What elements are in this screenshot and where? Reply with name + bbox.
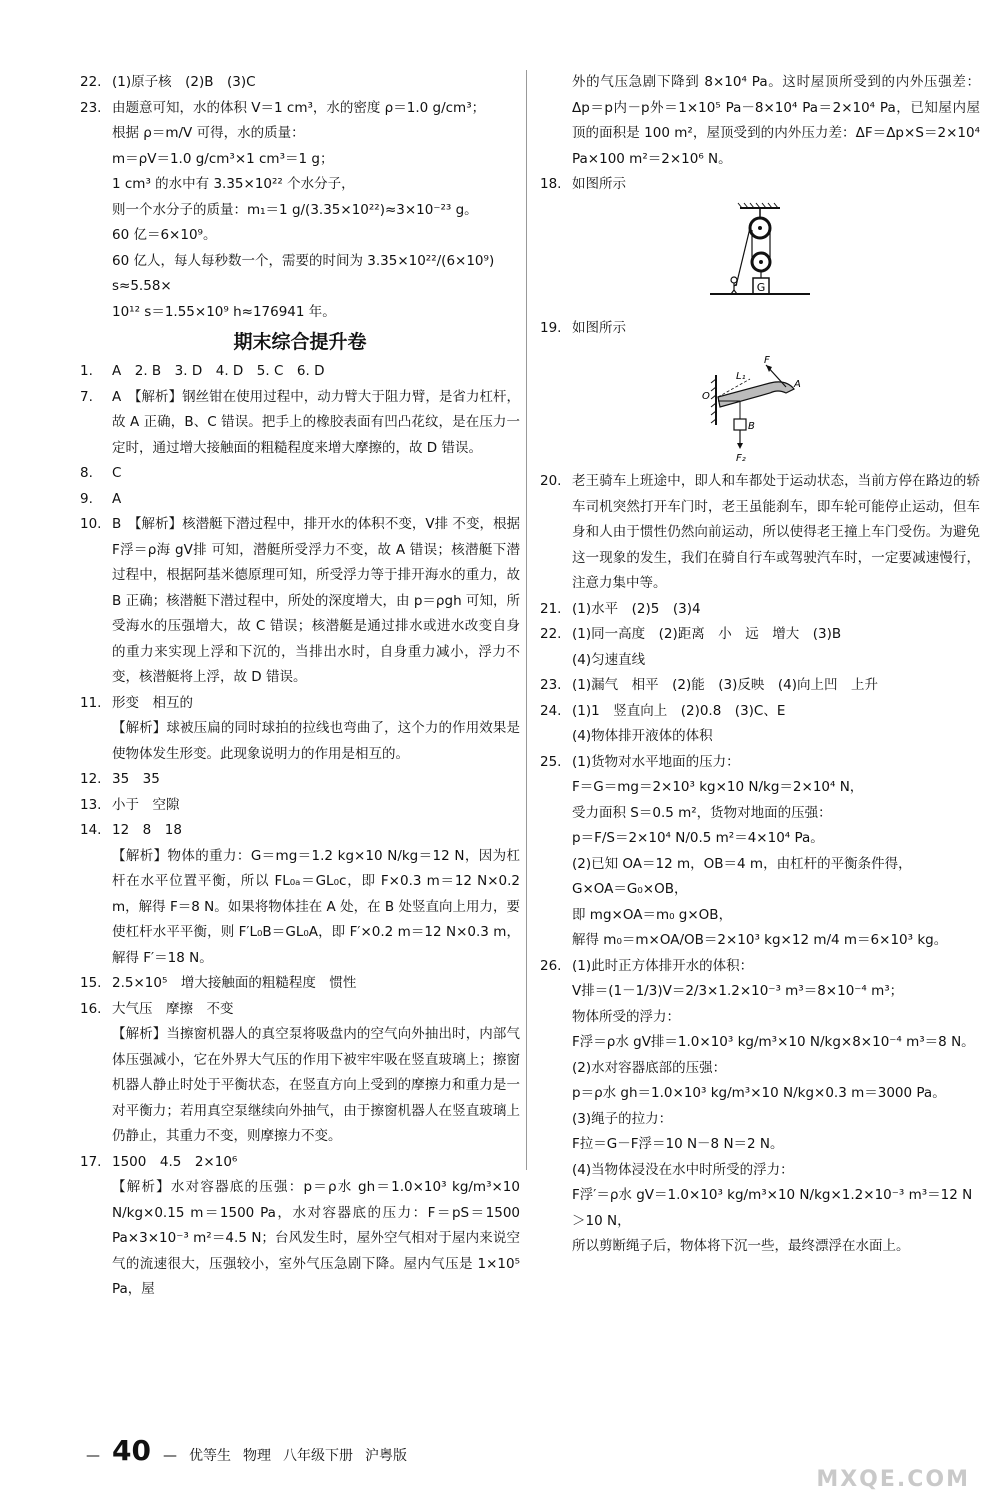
answer-11: 11. 形变 相互的 [80, 694, 193, 711]
svg-text:A: A [794, 379, 801, 390]
svg-text:F₂: F₂ [736, 453, 746, 464]
lever-figure [690, 345, 850, 465]
answer-22-right-line: (4)匀速直线 [572, 651, 646, 668]
answer-26-line: F浮′＝ρ水 gV＝1.0×10³ kg/m³×10 N/kg×1.2×10⁻³ m³＝12 N＞10 N， [572, 1187, 973, 1229]
answer-17-continued: 外的气压急剧下降到 8×10⁴ Pa。这时屋顶所受到的内外压强差：Δp＝p内－p外＝1×10⁵ Pa－8×10⁴ Pa＝2×10⁴ Pa，已知屋内屋顶的面积是 100 m²，屋顶受到的内外压力差：ΔF＝Δp×S＝2×10⁴ Pa×100 m²＝2×10⁶ N。 [572, 74, 980, 167]
svg-text:B: B [748, 421, 755, 432]
answer-23-line: 60 亿人，每人每秒数一个，需要的时间为 3.35×10²²/(6×10⁹) s≈5.58× [112, 252, 495, 294]
answer-25-line: 即 mg×OA＝m₀ g×OB， [572, 906, 733, 923]
answer-26-line: F拉＝G－F浮＝10 N－8 N＝2 N。 [572, 1136, 784, 1152]
answer-23: 23. 由题意可知，水的体积 V＝1 cm³，水的密度 ρ＝1.0 g/cm³； [80, 99, 486, 116]
svg-text:F: F [764, 355, 770, 366]
answer-20: 20. 老王骑车上班途中，即人和车都处于运动状态，当前方停在路边的轿车司机突然打开车门时，老王虽能刹车，即车轮可能停止运动，但车身和人由于惯性仍然向前运动，所以使得老王撞上车门受伤。为避免这一现象的发生，我们在骑自行车或驾驶汽车时，一定要减速慢行，注意力集中等。 [540, 473, 980, 591]
subject-label: 物理 [242, 1448, 271, 1464]
answer-26-line: 物体所受的浮力： [572, 1008, 680, 1025]
answer-26-line: (4)当物体浸没在水中时所受的浮力： [572, 1161, 794, 1178]
answer-14-analysis: 【解析】物体的重力：G＝mg＝1.2 kg×10 N/kg＝12 N，因为杠杆在水平位置平衡，所以 FL₀ₐ＝GL₀c，即 F×0.3 m＝12 N×0.2 m，解得 F＝8 N。如果将物体挂在 A 处，在 B 处竖直向上用力，要使杠杆水平平衡，则 F′L₀B＝GL₀A，即 F′×0.2 m＝12 N×0.3 m，解得 F′＝18 N。 [112, 847, 520, 966]
answer-8: 8. C [80, 465, 122, 481]
answer-16: 16. 大气压 摩擦 不变 [80, 1000, 234, 1017]
page-footer [86, 1434, 407, 1467]
answer-25: 25. (1)货物对水平地面的压力： [540, 753, 740, 770]
answer-19: 19. 如图所示 [540, 319, 626, 336]
answer-21: 21. (1)水平 (2)5 (3)4 [540, 600, 701, 617]
answer-25-line: G×OA＝G₀×OB， [572, 881, 688, 897]
book-title: 优等生 [188, 1448, 231, 1464]
answer-9: 9. A [80, 490, 122, 507]
answer-26-line: (3)绳子的拉力： [572, 1110, 673, 1127]
svg-text:O: O [702, 391, 710, 402]
answer-15: 15. 2.5×10⁵ 增大接触面的粗糙程度 惯性 [80, 975, 357, 991]
answer-18: 18. 如图所示 [540, 176, 626, 192]
footer-dash: — [162, 1448, 177, 1464]
answer-10: 10. B 【解析】核潜艇下潜过程中，排开水的体积不变，V排 不变，根据 F浮＝ρ海 gV排 可知，潜艇所受浮力不变，故 A 错误；核潜艇下潜过程中，根据阿基米德原理可知，所受浮力等于排开海水的重力，故 B 正确；核潜艇下潜过程中，所处的深度增大，由 p＝ρgh 可知，所受海水的压强增大，故 C 错误；核潜艇是通过排水或进水改变自身的重力来实现上浮和下沉的，当排出水时，自身重力减小，浮力不变，核潜艇将上浮，故 D 错误。 [80, 516, 520, 685]
answer-25-line: 解得 m₀＝m×OA/OB＝2×10³ kg×12 m/4 m＝6×10³ kg。 [572, 932, 948, 948]
rope-pull [736, 228, 750, 286]
answer-23-line: 1 cm³ 的水中有 3.35×10²² 个水分子， [112, 176, 355, 192]
answer-23-line: m＝ρV＝1.0 g/cm³×1 cm³＝1 g； [112, 150, 334, 167]
answer-17: 17. 1500 4.5 2×10⁶ [80, 1153, 238, 1170]
answer-25-line: (2)已知 OA＝12 m，OB＝4 m，由杠杆的平衡条件得， [572, 855, 912, 872]
answer-23-right: 23. (1)漏气 相平 (2)能 (3)反映 (4)向上凹 上升 [540, 677, 878, 693]
page-number: 40 [112, 1434, 151, 1467]
answer-23-line: 10¹² s＝1.55×10⁹ h≈176941 年。 [112, 303, 336, 320]
grade-label: 八年级下册 [282, 1448, 353, 1464]
answer-24: 24. (1)1 竖直向上 (2)0.8 (3)C、E [540, 702, 786, 719]
pulley-figure [690, 202, 840, 312]
answer-24-line: (4)物体排开液体的体积 [572, 728, 713, 744]
lever-arm [718, 382, 794, 407]
answer-7: 7. A 【解析】钢丝钳在使用过程中，动力臂大于阻力臂，是省力杠杆，故 A 正确，B、C 错误。把手上的橡胶表面有凹凸花纹，是在压力一定时，通过增大接触面的粗糙程度来增大摩擦的，故 D 错误。 [80, 388, 520, 456]
answer-26-line: (2)水对容器底部的压强： [572, 1059, 727, 1076]
answer-23-line: 则一个水分子的质量：m₁＝1 g/(3.35×10²²)≈3×10⁻²³ g。 [112, 201, 478, 218]
answer-22: 22. (1)原子核 (2)B (3)C [80, 74, 256, 90]
answer-26: 26. (1)此时正方体排开水的体积： [540, 957, 754, 974]
weight-label: G [756, 280, 766, 294]
answer-23-line: 60 亿＝6×10⁹。 [112, 227, 217, 243]
answer-17-analysis: 【解析】水对容器底的压强：p＝ρ水 gh＝1.0×10³ kg/m³×10 N/kg×0.15 m＝1500 Pa，水对容器底的压力：F＝pS＝1500 Pa×3×10⁻³ m²＝4.5 N；台风发生时，屋外空气相对于屋内来说空气的流速很大，压强较小，室外气压急剧下降。屋内气压是 1×10⁵ Pa，屋 [112, 1179, 520, 1297]
answer-22-right: 22. (1)同一高度 (2)距离 小 远 增大 (3)B [540, 626, 842, 642]
answer-26-line: V排＝(1－1/3)V＝2/3×1.2×10⁻³ m³＝8×10⁻⁴ m³； [572, 983, 904, 999]
section-title: 期末综合提升卷 [233, 331, 367, 353]
svg-text:L₁: L₁ [736, 371, 746, 382]
answer-12: 12. 35 35 [80, 771, 160, 787]
answer-25-line: p＝F/S＝2×10⁴ N/0.5 m²＝4×10⁴ Pa。 [572, 830, 824, 846]
answer-16-analysis: 【解析】当擦窗机器人的真空泵将吸盘内的空气向外抽出时，内部气体压强减小，它在外界大气压的作用下被牢牢吸在竖直玻璃上；擦窗机器人静止时处于平衡状态，在竖直方向上受到的摩擦力和重力是一对平衡力；若用真空泵继续向外抽气，由于擦窗机器人在竖直玻璃上仍静止，其重力不变，则摩擦力不变。 [112, 1026, 520, 1144]
answer-23-line: 根据 ρ＝m/V 可得，水的质量： [112, 125, 305, 141]
answer-26-line: 所以剪断绳子后，物体将下沉一些，最终漂浮在水面上。 [572, 1238, 910, 1254]
footer-dash: — [86, 1448, 100, 1464]
watermark: MXQE.COM [816, 1467, 970, 1492]
answer-25-line: F＝G＝mg＝2×10³ kg×10 N/kg＝2×10⁴ N， [572, 779, 864, 795]
answer-1-6: 1. A 2. B 3. D 4. D 5. C 6. D [80, 363, 325, 379]
answer-25-line: 受力面积 S＝0.5 m²，货物对地面的压强： [572, 804, 832, 821]
answer-11-analysis: 【解析】球被压扁的同时球拍的拉线也弯曲了，这个力的作用效果是使物体发生形变。此现象说明力的作用是相互的。 [112, 720, 520, 762]
right-column [540, 70, 980, 1260]
left-column [80, 70, 520, 1303]
answer-13: 13. 小于 空隙 [80, 796, 180, 813]
answer-26-line: F浮＝ρ水 gV排＝1.0×10³ kg/m³×10 N/kg×8×10⁻⁴ m³＝8 N。 [572, 1034, 975, 1050]
column-divider [526, 70, 527, 1170]
hanging-block [734, 419, 746, 430]
edition-label: 沪粤版 [364, 1448, 407, 1464]
answer-14: 14. 12 8 18 [80, 822, 182, 838]
answer-26-line: p＝ρ水 gh＝1.0×10³ kg/m³×10 N/kg×0.3 m＝3000 Pa。 [572, 1085, 946, 1101]
